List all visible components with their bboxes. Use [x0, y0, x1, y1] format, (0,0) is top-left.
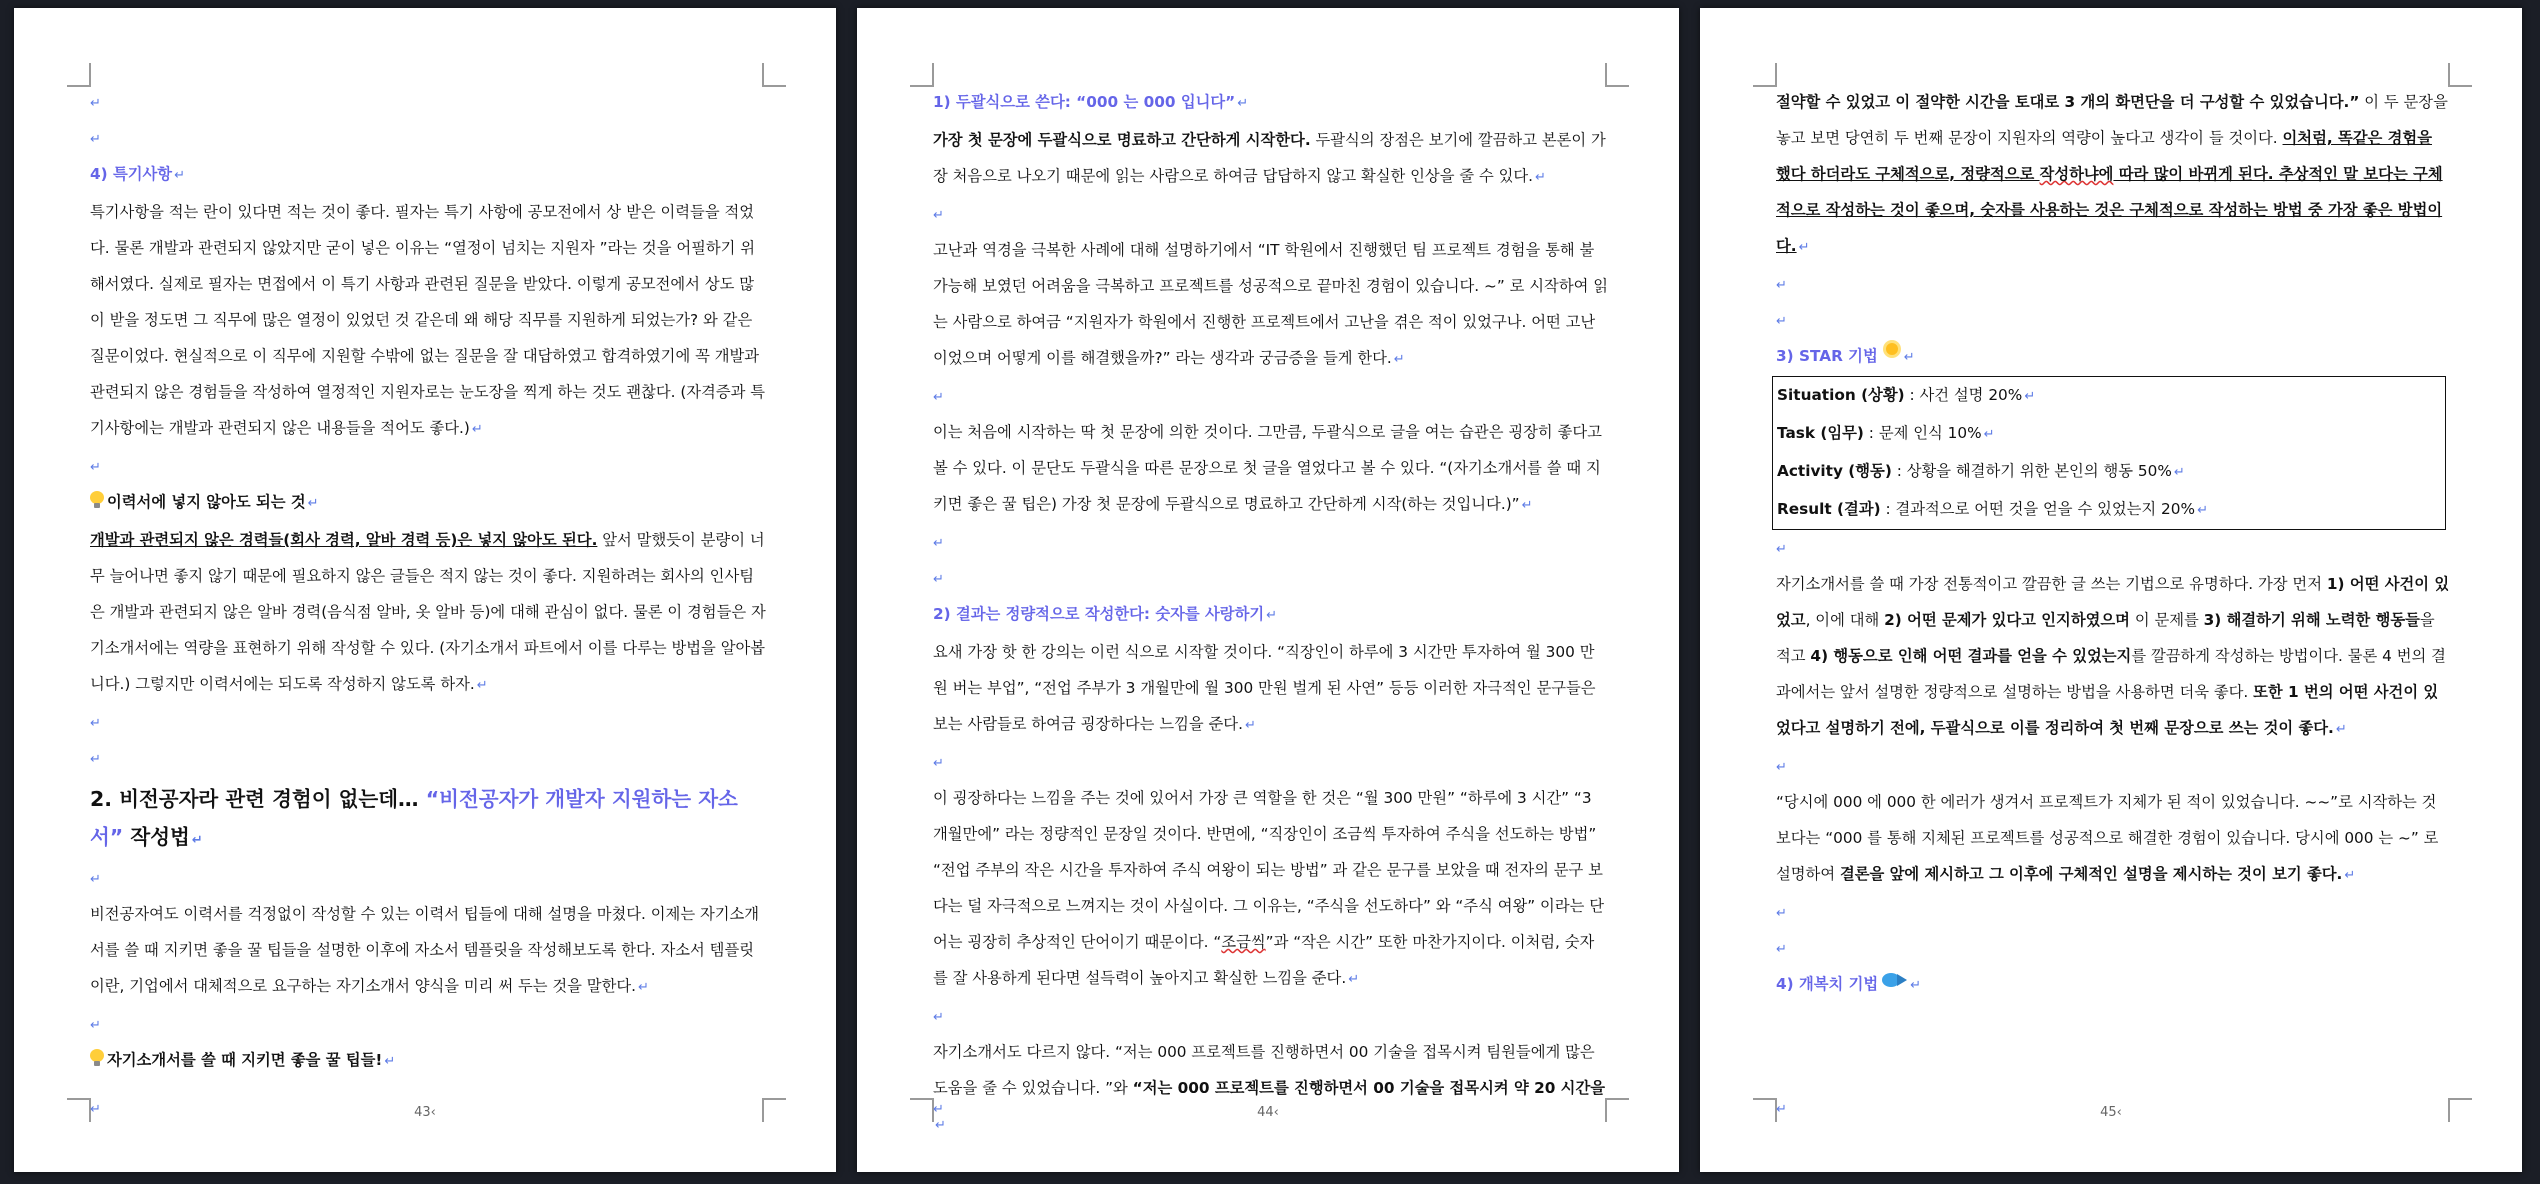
paragraph-mark: ↵ [1237, 96, 1249, 111]
paragraph-mark: ↵ [933, 208, 944, 223]
paragraph-mark: ↵ [2024, 389, 2036, 404]
sun-icon [1882, 339, 1902, 359]
text-run: 자기소개서도 다르지 않다. “저는 000 프로젝트를 진행하면서 00 기술을 접목시켜 팀원들에게 많은 도움을 줄 수 있었습니다. ”와 [933, 1043, 1595, 1097]
paragraph-mark: ↵ [933, 390, 944, 405]
paragraph-mark: ↵ [935, 1118, 946, 1133]
empty-paragraph [90, 704, 766, 740]
paragraph-mark: ↵ [191, 833, 203, 848]
chapter-heading-accent: “비전공자가 개발자 지원하는 자소서” [90, 787, 738, 849]
chapter-heading: 2. 비전공자라 관련 경험이 없는데… [90, 787, 426, 811]
empty-paragraph [90, 1006, 766, 1042]
section-heading: 3) STAR 기법 [1776, 347, 1878, 365]
text-run: 앞서 말했듯이 분량이 너무 늘어나면 좋지 않기 때문에 필요하지 않은 글들은 적지 않는 것이 좋다. 지원하려는 회사의 인사팀은 개발과 관련되지 않은 알바 경력(음식점 알바, 옷 알바 등)에 대해 관심이 없다. 물론 이 경험들은 자기소개서에는 역량을 표현하기 위해 작성할 수 있다. (자기소개서 파트에서 이를 다루는 방법을 알아봅니다.) 그렇지만 이력서에는 되도록 작성하지 않도록 하자. [90, 531, 766, 693]
text-run: “당시에 000 에 000 한 에러가 생겨서 프로젝트가 지체가 된 적이 있었습니다. ~~”로 시작하는 것 보다는 “000 를 통해 지체된 프로젝트를 성공적으로 해결한 경험이 있습니다. 당시에 000 는 ~” 로 설명하여 [1776, 793, 2439, 883]
paragraph-mark: ↵ [1776, 314, 1787, 329]
paragraph-mark: ↵ [90, 96, 101, 111]
star-row-label: Task (임무) [1777, 424, 1864, 442]
paragraph [933, 122, 1609, 196]
paragraph-mark: ↵ [1983, 427, 1995, 442]
text-run: 작성하냐에 [2039, 165, 2114, 183]
paragraph [933, 1034, 1609, 1144]
paragraph-mark: ↵ [307, 496, 319, 511]
text-run: 개발과 관련되지 않은 경력들(회사 경력, 알바 경력 등)은 넣지 않아도 된다. [90, 531, 598, 549]
text-run: 요새 가장 핫 한 강의는 이런 식으로 시작할 것이다. “직장인이 하루에 3 시간만 투자하여 월 300 만원 버는 부업”, “전업 주부가 3 개월만에 월 300 만원 벌게 된 사연” 등등 이러한 자극적인 문구들은 보는 사람들로 하여금 굉장하다는 느낌을 준다. [933, 643, 1596, 733]
paragraph-mark: ↵ [90, 1018, 101, 1033]
fish-icon [1882, 971, 1908, 989]
empty-paragraph [933, 524, 1609, 560]
paragraph [90, 484, 766, 522]
page-body[interactable] [933, 84, 1609, 1144]
page-body[interactable] [90, 84, 766, 1080]
paragraph-mark: ↵ [90, 132, 101, 147]
paragraph-mark: ↵ [90, 460, 101, 475]
text-run: 을 적고 [1776, 611, 2435, 665]
empty-paragraph [1776, 530, 2452, 566]
page-body[interactable] [1776, 84, 2452, 1004]
text-run: , 이에 대해 [1805, 611, 1885, 629]
text-run: 4) 행동으로 인해 어떤 결과를 얻을 수 있었는지 [1810, 647, 2132, 665]
paragraph-mark: ↵ [1776, 1102, 1787, 1117]
text-run: 고난과 역경을 극복한 사례에 대해 설명하기에서 “IT 학원에서 진행했던 팀 프로젝트 경험을 통해 불가능해 보였던 어려움을 극복하고 프로젝트를 성공적으로 끝마친 경험이 있습니다. ~” 로 시작하여 읽는 사람으로 하여금 “지원자가 학원에서 진행한 프로젝트에서 고난을 겪은 적이 있었구나. 어떤 고난이었으며 어떻게 이를 해결했을까?” 라는 생각과 궁금증을 들게 한다. [933, 241, 1609, 367]
paragraph-mark: ↵ [1910, 978, 1922, 993]
lightbulb-icon [90, 1049, 104, 1067]
empty-paragraph [933, 998, 1609, 1034]
paragraph-mark: ↵ [90, 716, 101, 731]
empty-paragraph [1776, 748, 2452, 784]
star-row [1777, 415, 2441, 453]
empty-paragraph [933, 196, 1609, 232]
crop-mark [1753, 63, 1777, 87]
text-run: 를 깔끔하게 작성하는 방법이다. 물론 4 번의 결과에서는 앞서 설명한 정량적으로 설명하는 방법을 사용하면 더욱 좋다. [1776, 647, 2446, 701]
paragraph [1776, 784, 2452, 894]
empty-paragraph [1776, 930, 2452, 966]
text-run: 두괄식의 장점은 보기에 깔끔하고 본론이 가장 처음으로 나오기 때문에 읽는 사람으로 하여금 답답하지 않고 확실한 인상을 줄 수 있다. [933, 131, 1606, 185]
star-row-text: : 문제 인식 10% [1863, 424, 1982, 442]
paragraph-mark: ↵ [384, 1054, 396, 1069]
empty-paragraph [90, 120, 766, 156]
paragraph-mark: ↵ [1266, 608, 1278, 623]
document-page [857, 8, 1679, 1172]
paragraph [933, 780, 1609, 998]
text-run: 3) 해결하기 위해 노력한 행동들 [2203, 611, 2420, 629]
crop-mark [910, 63, 934, 87]
paragraph [90, 522, 766, 704]
empty-paragraph [90, 860, 766, 896]
paragraph [90, 780, 766, 860]
paragraph [1776, 566, 2452, 748]
paragraph-mark: ↵ [476, 678, 488, 693]
paragraph [1776, 338, 2452, 376]
section-heading: 4) 개복치 기법 [1776, 975, 1879, 993]
text-run: 조금씩 [1221, 933, 1266, 951]
paragraph-mark: ↵ [1776, 760, 1787, 775]
paragraph-mark: ↵ [90, 872, 101, 887]
paragraph [1776, 966, 2452, 1004]
section-heading: 2) 결과는 정량적으로 작성한다: 숫자를 사랑하기 [933, 605, 1265, 623]
text-run: 비전공자여도 이력서를 걱정없이 작성할 수 있는 이력서 팁들에 대해 설명을 마쳤다. 이제는 자기소개서를 쓸 때 지키면 좋을 꿀 팁들을 설명한 이후에 자소서 템플릿을 작성해보도록 한다. 자소서 템플릿이란, 기업에서 대체적으로 요구하는 자기소개서 양식을 미리 써 두는 것을 말한다. [90, 905, 760, 995]
paragraph [933, 414, 1609, 524]
empty-paragraph [1776, 302, 2452, 338]
page-number: 45‹ [2100, 1105, 2122, 1120]
paragraph-mark: ↵ [1903, 350, 1915, 365]
paragraph [90, 896, 766, 1006]
text-run: 이 굉장하다는 느낌을 주는 것에 있어서 가장 큰 역할을 한 것은 “월 300 만원” “하루에 3 시간” “3 개월만에” 라는 정량적인 문장일 것이다. 반면에, “직장인이 조금씩 투자하여 주식을 선도하는 방법” “전업 주부의 작은 시간을 투자하여 주식 여왕이 되는 방법” 과 같은 문구를 보았을 때 전자의 문구 보다는 덜 자극적으로 느껴지는 것이 사실이다. 그 이유는, “주식을 선도하다” 와 “주식 여왕” 이라는 단어는 굉장히 추상적인 단어이기 때문이다. “ [933, 789, 1605, 951]
paragraph-mark: ↵ [2173, 465, 2185, 480]
text-run: 따라 많이 바뀌게 된다. 추상적인 말 보다는 구체적으로 작성하는 것이 좋으며, 숫자를 사용하는 것은 구체적으로 작성하는 방법 중 가장 좋은 방법이다. [1776, 165, 2443, 255]
paragraph-mark: ↵ [1776, 278, 1787, 293]
lightbulb-icon [90, 491, 104, 509]
empty-paragraph [933, 560, 1609, 596]
page-number: 44‹ [1257, 1105, 1279, 1120]
text-run: 특기사항을 적는 란이 있다면 적는 것이 좋다. 필자는 특기 사항에 공모전에서 상 받은 이력들을 적었다. 물론 개발과 관련되지 않았지만 굳이 넣은 이유는 “열정이 넘치는 지원자 ”라는 것을 어필하기 위해서였다. 실제로 필자는 면접에서 이 특기 사항과 관련된 질문을 받았다. 이렇게 공모전에서 상도 많이 받을 정도면 그 직무에 많은 열정이 있었던 것 같은데 왜 해당 직무를 지원하게 되었는가? 와 같은 질문이었다. 현실적으로 이 직무에 지원할 수밖에 없는 질문을 잘 대답하였고 합격하였기에 꼭 개발과 관련되지 않은 경험들을 작성하여 열정적인 지원자로는 눈도장을 찍게 하는 것도 괜찮다. (자격증과 특기사항에는 개발과 관련되지 않은 내용들을 적어도 좋다.) [90, 203, 766, 437]
text-run: 2) 어떤 문제가 있다고 인지하였으며 [1884, 611, 2130, 629]
paragraph [933, 232, 1609, 378]
paragraph-mark: ↵ [471, 422, 483, 437]
paragraph-mark: ↵ [90, 1102, 101, 1117]
text-run: 이력서에 넣지 않아도 되는 것 [107, 493, 306, 511]
text-run: 이는 처음에 시작하는 딱 첫 문장에 의한 것이다. 그만큼, 두괄식으로 글을 여는 습관은 굉장히 좋다고 볼 수 있다. 이 문단도 두괄식을 따른 문장으로 첫 글을 열었다고 볼 수 있다. “(자기소개서를 쓸 때 지키면 좋은 꿀 팁은) 가장 첫 문장에 두괄식으로 명료하고 간단하게 시작(하는 것입니다.)” [933, 423, 1602, 513]
text-run: 자기소개서를 쓸 때 지키면 좋을 꿀 팁들! [107, 1051, 383, 1069]
star-method-box [1772, 376, 2446, 530]
text-run: 가장 첫 문장에 두괄식으로 명료하고 간단하게 시작한다. [933, 131, 1311, 149]
paragraph [90, 156, 766, 194]
text-run: 절약할 수 있었고 이 절약한 시간을 토대로 3 개의 화면단을 더 구성할 수 있었습니다.” [1776, 93, 2360, 111]
paragraph-mark: ↵ [1348, 972, 1360, 987]
empty-paragraph [90, 448, 766, 484]
paragraph [933, 596, 1609, 634]
document-page [14, 8, 836, 1172]
page-number: 43‹ [414, 1105, 436, 1120]
empty-paragraph [90, 740, 766, 776]
paragraph-mark: ↵ [1535, 170, 1546, 185]
paragraph-mark: ↵ [933, 1010, 944, 1025]
paragraph-mark: ↵ [638, 980, 649, 995]
star-row-text: : 결과적으로 어떤 것을 얻을 수 있었는지 20% [1880, 500, 2196, 518]
star-row-text: : 상황을 해결하기 위한 본인의 행동 50% [1891, 462, 2172, 480]
paragraph [933, 84, 1609, 122]
star-row-label: Result (결과) [1777, 500, 1881, 518]
star-row-label: Activity (행동) [1777, 462, 1892, 480]
text-run: 1) 어떤 사건이 있었고 [1776, 575, 2450, 629]
text-run: ”과 “작은 시간” 또한 마찬가지이다. 이처럼, 숫자를 잘 사용하게 된다면 설득력이 높아지고 확실한 느낌을 준다. [933, 933, 1595, 987]
text-run: 이 두 문장을 놓고 보면 당연히 두 번째 문장이 지원자의 역량이 높다고 생각이 들 것이다. [1776, 93, 2448, 147]
text-run: 자기소개서를 쓸 때 가장 전통적이고 깔끔한 글 쓰는 기법으로 유명하다. 가장 먼저 [1776, 575, 2327, 593]
star-row [1777, 453, 2441, 491]
paragraph-mark: ↵ [174, 168, 185, 183]
text-run: 결론을 앞에 제시하고 그 이후에 구체적인 설명을 제시하는 것이 보기 좋다. [1839, 865, 2343, 883]
star-row [1777, 377, 2441, 415]
paragraph-mark: ↵ [933, 756, 944, 771]
empty-paragraph [1776, 894, 2452, 930]
star-row-text: : 사건 설명 20% [1904, 386, 2023, 404]
empty-paragraph [1776, 266, 2452, 302]
text-run: “저는 000 프로젝트를 진행하면서 00 기술을 접목시켜 약 20 시간을 [1132, 1079, 1606, 1097]
paragraph-mark: ↵ [2197, 503, 2208, 518]
empty-paragraph [933, 378, 1609, 414]
star-row-label: Situation (상황) [1777, 386, 1905, 404]
paragraph-mark: ↵ [1244, 718, 1256, 733]
text-run: 또한 1 번의 어떤 사건이 있었다고 설명하기 전에, 두괄식으로 이를 정리하여 첫 번째 문장으로 쓰는 것이 좋다. [1776, 683, 2439, 737]
section-heading: 1) 두괄식으로 쓴다: “000 는 000 입니다” [933, 93, 1236, 111]
empty-paragraph [933, 744, 1609, 780]
text-run: 이처럼, 똑같은 경험을 했다 하더라도 구체적으로, 정량적으로 [1776, 129, 2432, 183]
text-run: 이 문제를 [2129, 611, 2204, 629]
chapter-heading: 작성법 [123, 825, 190, 849]
star-row [1777, 491, 2441, 529]
empty-paragraph [90, 84, 766, 120]
paragraph-mark: ↵ [2344, 868, 2356, 883]
paragraph [90, 194, 766, 448]
paragraph-mark: ↵ [933, 536, 944, 551]
paragraph-mark: ↵ [1776, 906, 1787, 921]
paragraph-mark: ↵ [1521, 498, 1533, 513]
paragraph-mark: ↵ [1776, 542, 1787, 557]
paragraph-mark: ↵ [90, 752, 101, 767]
paragraph-mark: ↵ [933, 1102, 944, 1117]
paragraph-mark: ↵ [1776, 942, 1787, 957]
crop-mark [67, 63, 91, 87]
paragraph [1776, 84, 2452, 266]
paragraph [933, 634, 1609, 744]
paragraph [90, 1042, 766, 1080]
paragraph-mark: ↵ [933, 572, 944, 587]
section-heading: 4) 특기사항 [90, 165, 173, 183]
paragraph-mark: ↵ [1393, 352, 1405, 367]
paragraph-mark: ↵ [2335, 722, 2347, 737]
paragraph-mark: ↵ [1798, 240, 1810, 255]
document-page [1700, 8, 2522, 1172]
